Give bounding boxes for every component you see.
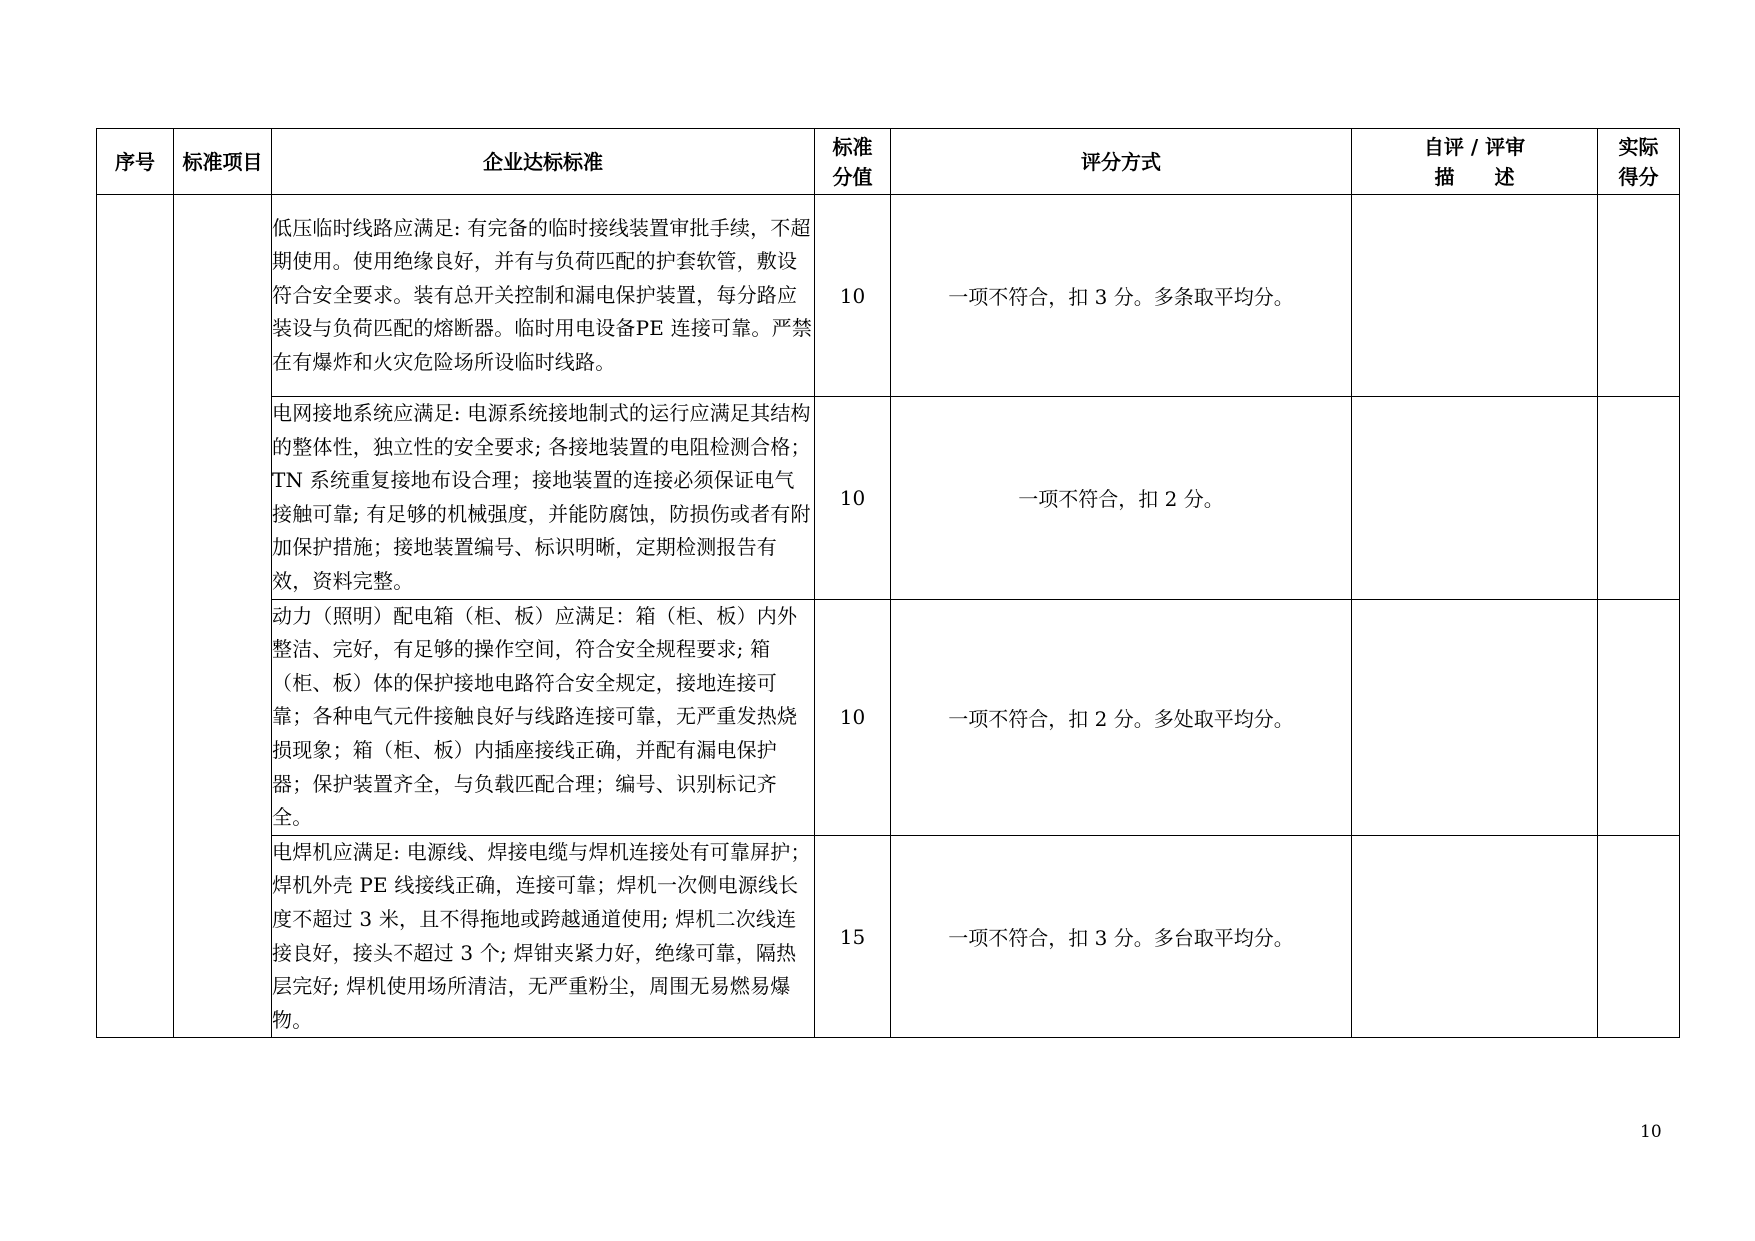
header-score-line2: 分值	[832, 164, 873, 189]
scoring-table	[96, 128, 1680, 1038]
standard-cell: 电网接地系统应满足: 电源系统接地制式的运行应满足其结构的整体性，独立性的安全要求; 各接地装置的电阻检测合格；TN 系统重复接地布设合理；接地装置的连接必须保证电气接触可靠; 有足够的机械强度，并能防腐蚀，防损伤或者有附加保护措施；接地装置编号、标识明晰，定期检测报告有效，资料完整。	[272, 397, 815, 600]
header-actual-line2: 得分	[1618, 164, 1659, 189]
review-cell	[1352, 835, 1598, 1038]
actual-score-cell	[1598, 195, 1680, 397]
review-cell	[1352, 195, 1598, 397]
header-review-line2: 描 述	[1434, 164, 1515, 189]
score-cell: 10	[815, 195, 891, 397]
method-cell: 一项不符合，扣 3 分。多条取平均分。	[891, 195, 1352, 397]
score-cell: 15	[815, 835, 891, 1038]
header-row	[97, 129, 1680, 195]
table-row	[97, 195, 1680, 397]
seq-cell	[97, 195, 174, 1038]
header-method: 评分方式	[891, 129, 1352, 195]
header-score	[815, 129, 891, 195]
header-actual	[1598, 129, 1680, 195]
actual-score-cell	[1598, 835, 1680, 1038]
method-cell: 一项不符合，扣 3 分。多台取平均分。	[891, 835, 1352, 1038]
table-row	[97, 835, 1680, 1038]
standard-cell: 低压临时线路应满足: 有完备的临时接线装置审批手续，不超期使用。使用绝缘良好，并有与负荷匹配的护套软管，敷设符合安全要求。装有总开关控制和漏电保护装置，每分路应装设与负荷匹配的熔断器。临时用电设备PE 连接可靠。严禁在有爆炸和火灾危险场所设临时线路。	[272, 195, 815, 397]
header-score-line1: 标准	[832, 134, 873, 159]
item-cell	[174, 195, 272, 1038]
table-row	[97, 397, 1680, 600]
header-actual-line1: 实际	[1618, 134, 1659, 159]
header-item: 标准项目	[174, 129, 272, 195]
standard-cell: 动力（照明）配电箱（柜、板）应满足：箱（柜、板）内外整洁、完好，有足够的操作空间，符合安全规程要求; 箱（柜、板）体的保护接地电路符合安全规定，接地连接可靠；各种电气元件接触良好与线路连接可靠，无严重发热烧损现象；箱（柜、板）内插座接线正确，并配有漏电保护器；保护装置齐全，与负载匹配合理；编号、识别标记齐全。	[272, 599, 815, 835]
review-cell	[1352, 599, 1598, 835]
score-cell: 10	[815, 397, 891, 600]
page-number: 10	[1640, 1122, 1662, 1142]
score-cell: 10	[815, 599, 891, 835]
header-review-line1: 自评 / 评审	[1423, 134, 1526, 159]
method-cell: 一项不符合，扣 2 分。	[891, 397, 1352, 600]
actual-score-cell	[1598, 599, 1680, 835]
standard-cell: 电焊机应满足: 电源线、焊接电缆与焊机连接处有可靠屏护；焊机外壳 PE 线接线正确，连接可靠；焊机一次侧电源线长度不超过 3 米，且不得拖地或跨越通道使用; 焊机二次线连接良好，接头不超过 3 个; 焊钳夹紧力好，绝缘可靠，隔热层完好; 焊机使用场所清洁，无严重粉尘，周围无易燃易爆物。	[272, 835, 815, 1038]
actual-score-cell	[1598, 397, 1680, 600]
header-standard: 企业达标标准	[272, 129, 815, 195]
header-seq: 序号	[97, 129, 174, 195]
review-cell	[1352, 397, 1598, 600]
method-cell: 一项不符合，扣 2 分。多处取平均分。	[891, 599, 1352, 835]
header-review	[1352, 129, 1598, 195]
table-row	[97, 599, 1680, 835]
